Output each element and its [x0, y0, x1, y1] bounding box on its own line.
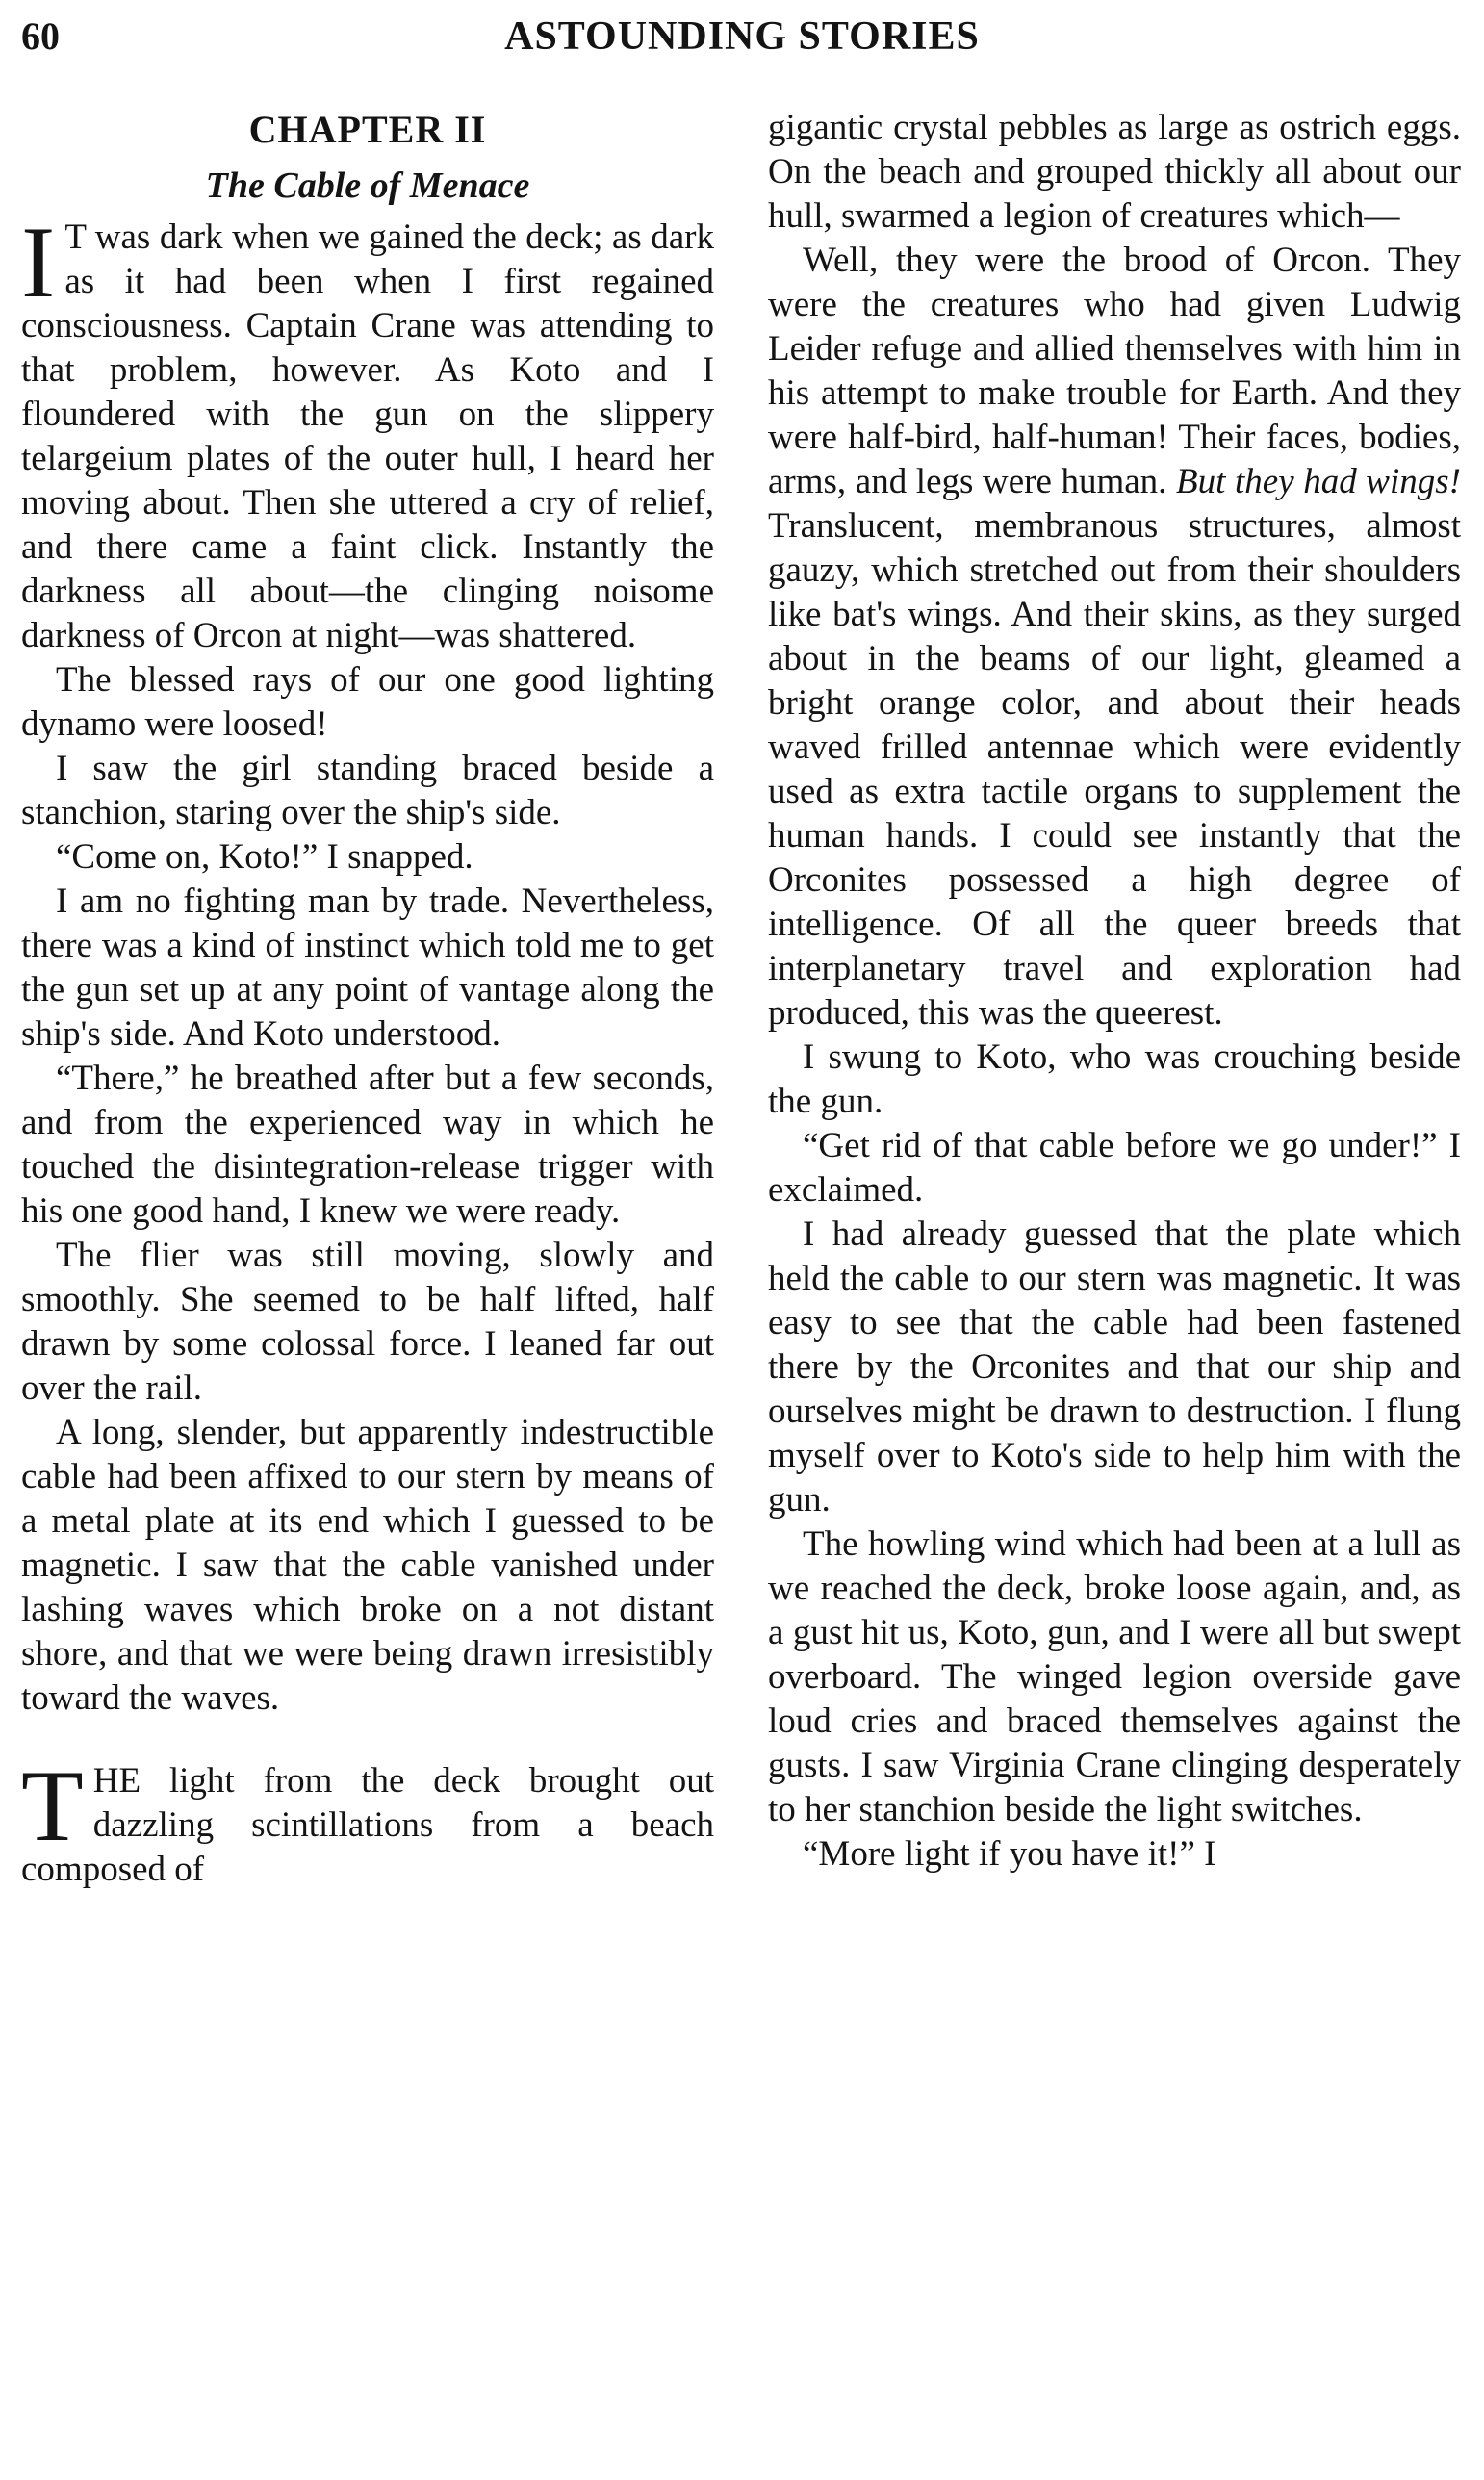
chapter-heading: CHAPTER II	[248, 108, 487, 151]
paragraph-text: Translucent, membranous structures, almost gauzy, which stretched out from their shoulders like bat's wings. And their skins, as they surged about in the beams of our light, gleamed a bright orange color, and about their heads waved frilled antennae which were evidently used as extra tactile organs to supplement the human hands. I could see instantly that the Orconites possessed a high degree of intelligence. Of all the queer breeds that interplanetary travel and exploration had produced, this was the queerest.	[768, 506, 1461, 1033]
page-number: 60	[21, 14, 60, 58]
paragraph-text: Well, they were the brood of Orcon. They were the creatures who had given Ludwig Leider refuge and allied themselves with him in his attempt to make trouble for Earth. And they were half-bird, half-human! Their faces, bodies, arms, and legs were human.	[768, 241, 1461, 501]
paragraph: The blessed rays of our one good lighting dynamo were loosed!	[21, 660, 714, 744]
paragraph: “More light if you have it!” I	[803, 1834, 1216, 1874]
drop-cap: I	[21, 206, 56, 319]
paragraph-text: T was dark when we gained the deck; as dark as it had been when I first regained consciousness. Captain Crane was attending to that problem, however. As Koto and I floundered with the gun on the slippery telargeium plates of the outer hull, I heard her moving about. Then she uttered a cry of relief, and there came a faint click. Instantly the darkness all about—the clinging noisome darkness of Orcon at night—was shattered.	[21, 217, 714, 655]
paragraph: “Get rid of that cable before we go under!” I exclaimed.	[768, 1126, 1461, 1210]
paragraph: The howling wind which had been at a lull as we reached the deck, broke loose again, and, as a gust hit us, Koto, gun, and I were all but swept overboard. The winged legion overside gave loud cries and braced themselves against the gusts. I saw Virginia Crane clinging desperately to her stanchion beside the light switches.	[768, 1524, 1461, 1829]
paragraph	[768, 239, 1461, 1035]
paragraph	[21, 206, 714, 658]
paragraph: I saw the girl standing braced beside a stanchion, staring over the ship's side.	[21, 749, 714, 832]
paragraph	[21, 1750, 714, 1892]
paragraph-text: HE light from the deck brought out dazzling scintillations from a beach composed of	[21, 1761, 714, 1889]
section-break	[21, 1721, 714, 1759]
paragraph: “Come on, Koto!” I snapped.	[56, 837, 473, 877]
right-column	[768, 106, 1461, 1877]
emphasis-text: But they had wings!	[1176, 462, 1461, 501]
paragraph: gigantic crystal pebbles as large as ostrich eggs. On the beach and grouped thickly all about our hull, swarmed a legion of creatures which—	[768, 108, 1461, 236]
paragraph: I am no fighting man by trade. Nevertheless, there was a kind of instinct which told me to get the gun set up at any point of vantage along the ship's side. And Koto understood.	[21, 882, 714, 1054]
page-header	[21, 8, 1463, 65]
paragraph: A long, slender, but apparently indestructible cable had been affixed to our stern by means of a metal plate at its end which I guessed to be magnetic. I saw that the cable vanished under lashing waves which broke on a not distant shore, and that we were being drawn irresistibly toward the waves.	[21, 1413, 714, 1718]
paragraph: The flier was still moving, slowly and smoothly. She seemed to be half lifted, half drawn by some colossal force. I leaned far out over the rail.	[21, 1236, 714, 1408]
left-column	[21, 102, 714, 1892]
chapter-subtitle: The Cable of Menace	[205, 166, 530, 206]
paragraph: I swung to Koto, who was crouching beside the gun.	[768, 1037, 1461, 1121]
running-head: ASTOUNDING STORIES	[504, 14, 980, 59]
paragraph: I had already guessed that the plate which held the cable to our stern was magnetic. It was easy to see that the cable had been fastened there by the Orconites and that our ship and ourselves might be drawn to destruction. I flung myself over to Koto's side to help him with the gun.	[768, 1214, 1461, 1520]
paragraph: “There,” he breathed after but a few seconds, and from the experienced way in which he touched the disintegration-release trigger with his one good hand, I knew we were ready.	[21, 1059, 714, 1231]
drop-cap: T	[21, 1750, 84, 1862]
